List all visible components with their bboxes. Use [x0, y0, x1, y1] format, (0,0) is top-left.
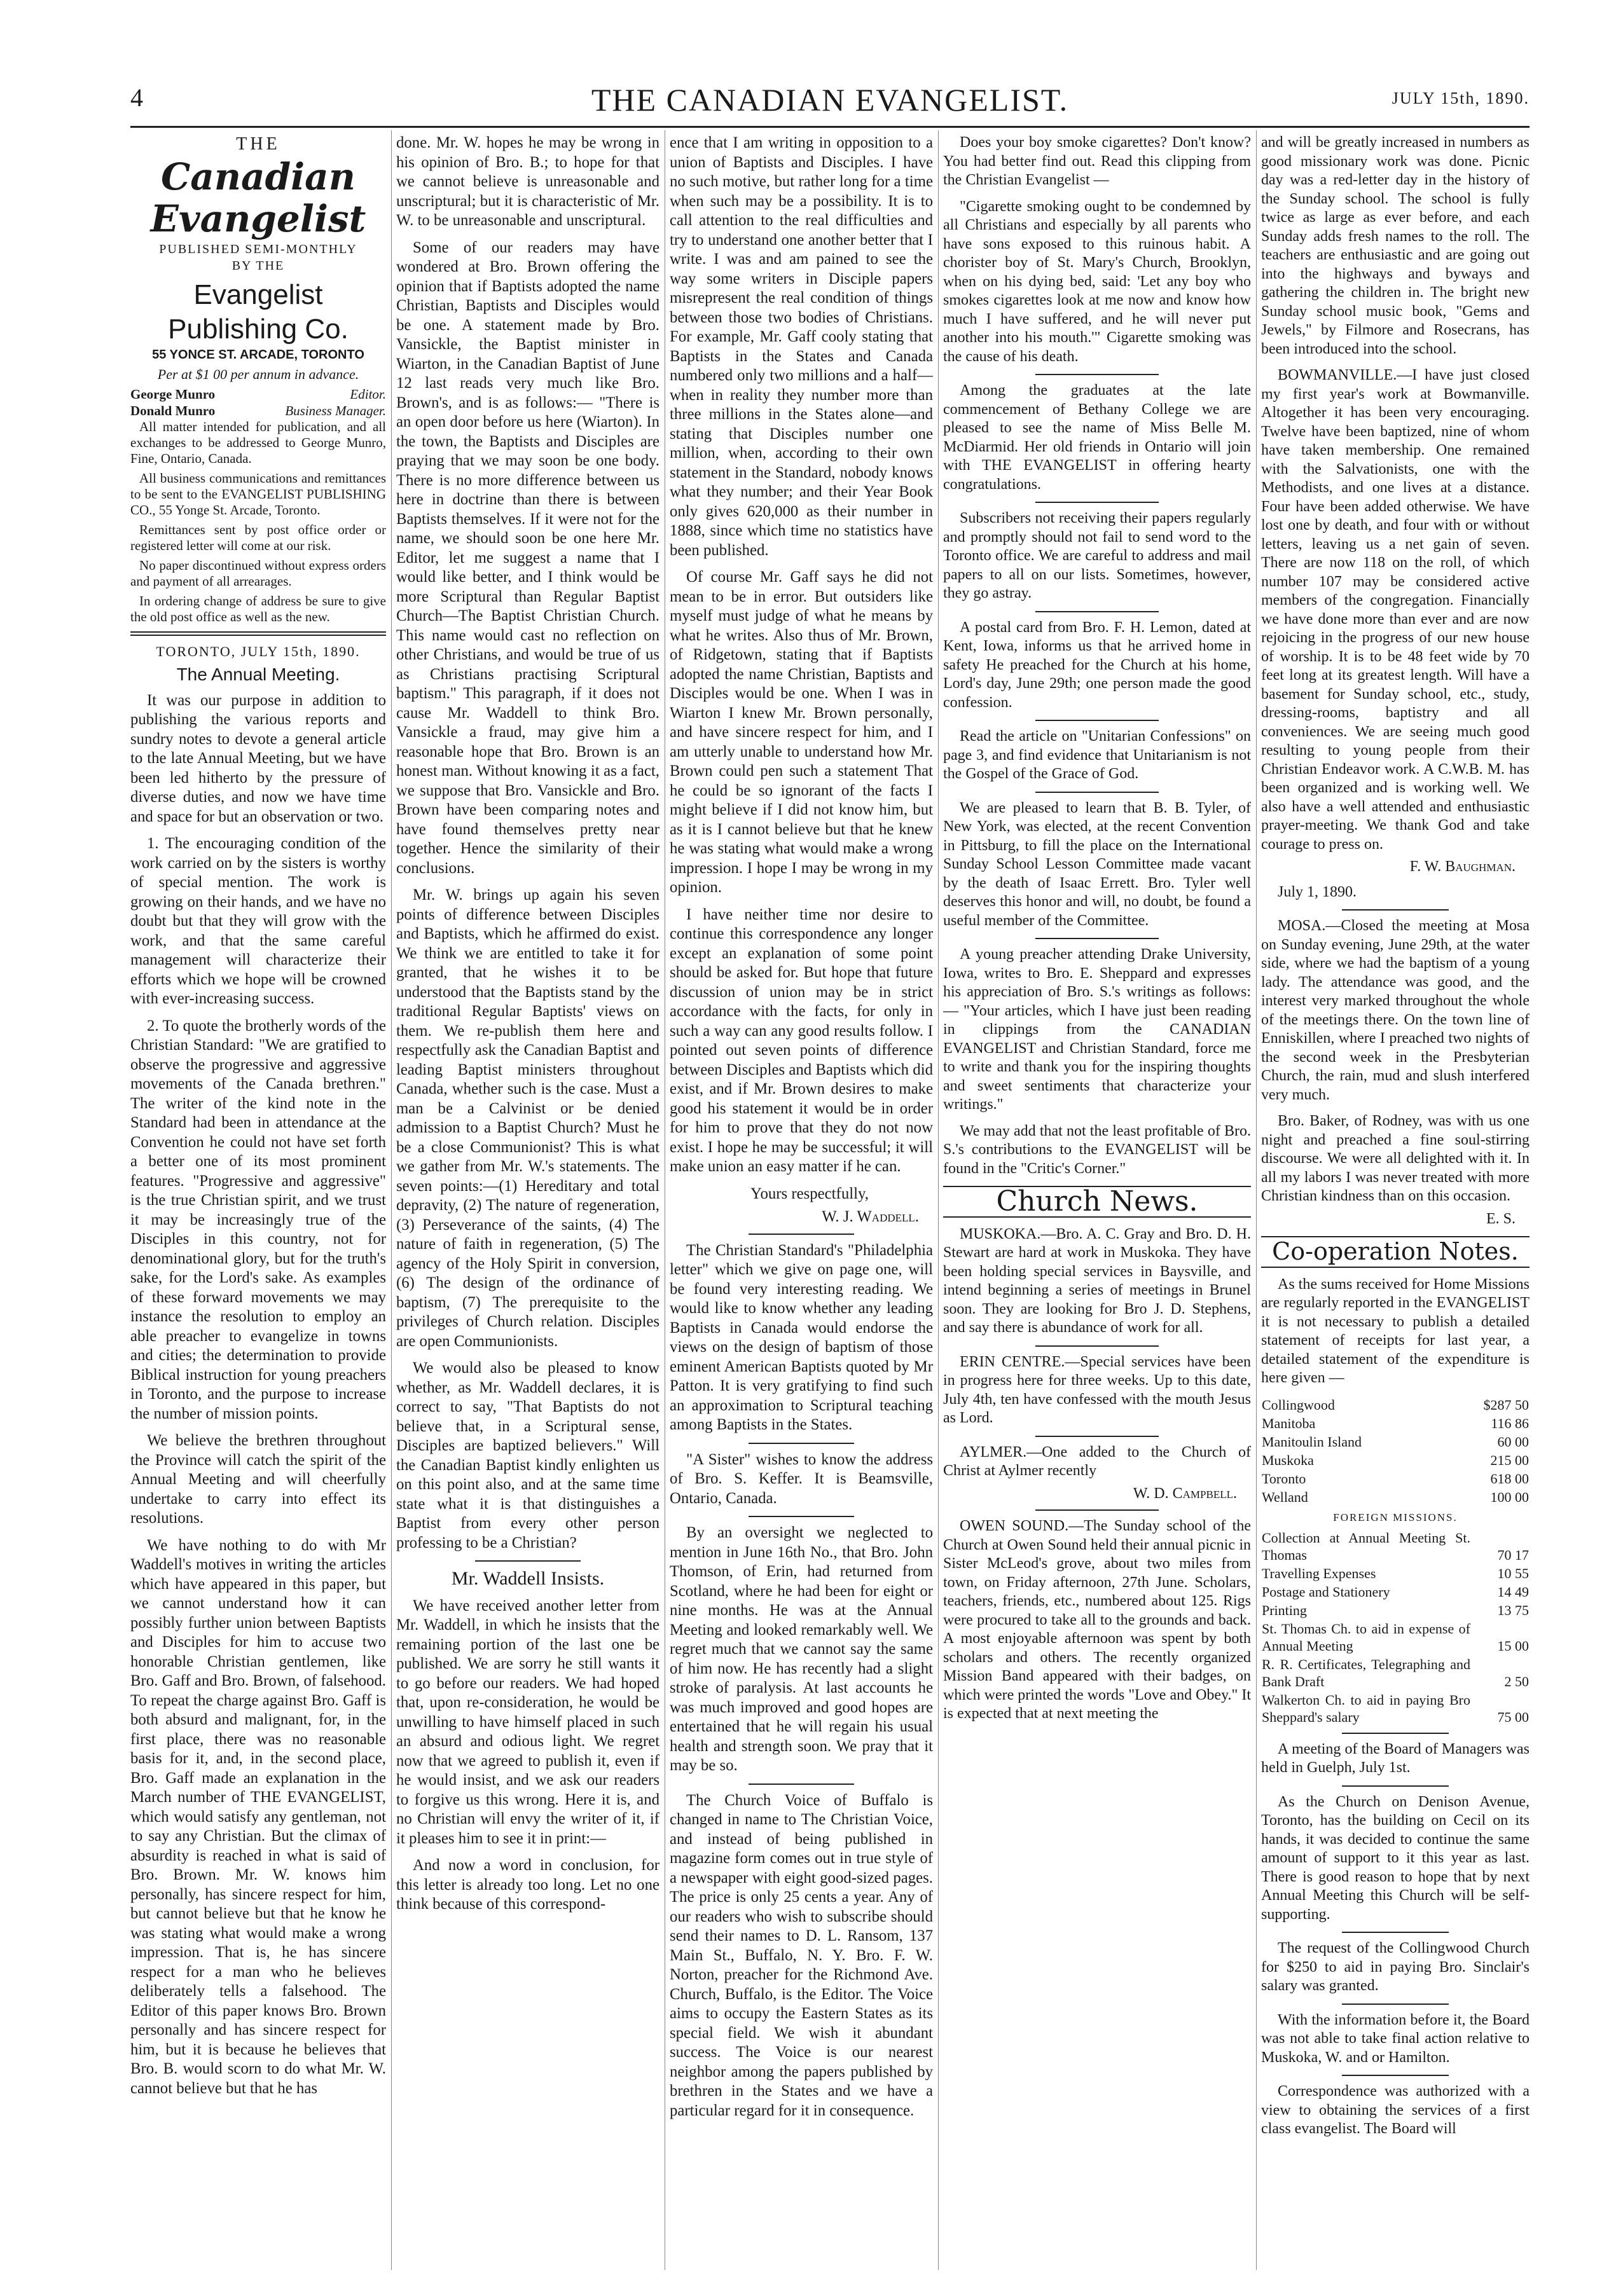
paragraph: A young preacher attending Drake University, Iowa, writes to Bro. E. Sheppard and expresses his appreciation of Bro. S.'s writings as follows:— "Your articles, which I have just been reading in clippings from the CANADIAN EVANGELIST and Christian Standard, force me to write and thank you for the inspiring thoughts and sweet sentiments that characterize your writings." — [943, 946, 1251, 1113]
signature: W. D. Campbell. — [1133, 1485, 1237, 1502]
table-row — [1261, 1469, 1530, 1488]
row-amount: 15 00 — [1497, 1637, 1529, 1654]
row-label: Manitoba — [1262, 1415, 1316, 1431]
row-amount: 75 00 — [1497, 1708, 1529, 1725]
signature: E. S. — [1486, 1210, 1516, 1227]
paragraph: Yours respectfully, — [750, 1185, 869, 1202]
dateline: TORONTO, JULY 15th, 1890. — [156, 643, 361, 659]
paragraph: 2. To quote the brotherly words of the Christian Standard: "We are gratified to observe the progressive and aggressive movements of the Canada brethren." The writer of the kind note in the Standard had been in attendance at the Convention he could not have set forth a better one of its most prominent features. "Progressive and aggressive" is the true Christian spirit, and we trust it may be increasingly true of the Disciples in this country, not for denominational glory, but for the truth's sake, for the Lord's sake. As examples of these forward movements we may instance the resolution to employ an able preacher to evangelize in towns and cities; the determination to provide Biblical instruction for young preachers in Toronto, and the purpose to increase the number of mission points. — [130, 1017, 386, 1422]
publisher-name: Evangelist Publishing Co. — [168, 278, 349, 345]
paragraph: ERIN CENTRE.—Special services have been in progress here for three weeks. Up to this date, July 4th, ten have confessed with the mouth Jesus as Lord. — [943, 1353, 1251, 1426]
foreign-missions-heading: FOREIGN MISSIONS. — [1333, 1511, 1458, 1523]
separator — [1342, 1733, 1449, 1734]
row-amount: 13 75 — [1497, 1602, 1529, 1618]
paragraph: "Cigarette smoking ought to be condemned by all Christians and especially by all parents who have sons exposed to this ruinous habit. A chorister boy of St. Mary's Church, Brooklyn, when on his dying bed, said: 'Let any boy who smokes cigarettes look at me now and know how much I have suffered, and he will never put another into his mouth.'" Cigarette smoking was the cause of his death. — [943, 198, 1251, 365]
paragraph: OWEN SOUND.—The Sunday school of the Church at Owen Sound held their annual picnic in Sister McLeod's grove, about two miles from town, on Friday afternoon, 27th June. Scholars, teachers, friends, etc., numbered about 125. Rigs were procured to take all to the grounds and back. A most enjoyable afternoon was spent by both scholars and others. The recently organized Mission Band appeared with their badges, on which were printed the words "Love and Obey." It is expected that at next meeting the — [943, 1518, 1251, 1722]
paragraph: The Christian Standard's "Philadelphia letter" which we give on page one, will be found very interesting reading. We would like to know whether any leading Baptists in Canada would endorse the views on the design of baptism of those eminent American Baptists quoted by Mr Patton. It is very gratifying to find such an approximation to Scriptural teaching among Baptists in the States. — [670, 1241, 933, 1433]
paragraph: Bro. Baker, of Rodney, was with us one night and preached a fine soul-stirring discourse. We were all delighted with it. In all my labors I was never treated with more Christian kindness than on this occasion. — [1261, 1113, 1530, 1204]
notice: All business communications and remittances to be sent to the EVANGELIST PUBLISHING CO., 55 Yonge St. Arcade, Toronto. — [130, 470, 386, 518]
issue-date: JULY 15th, 1890. — [1392, 89, 1530, 107]
paragraph: "A Sister" wishes to know the address of Bro. S. Keffer. It is Beamsville, Ontario, Canada. — [670, 1450, 933, 1507]
separator — [475, 1560, 581, 1562]
row-amount: 116 86 — [1491, 1415, 1529, 1431]
row-amount: 215 00 — [1490, 1452, 1529, 1468]
staff-name: Donald Munro — [130, 402, 216, 418]
table-row — [1261, 1564, 1530, 1583]
table-subheading — [1261, 1506, 1530, 1529]
signature: F. W. Baughman. — [1409, 858, 1516, 875]
row-label: Collection at Annual Meeting St. Thomas — [1262, 1529, 1470, 1563]
notice: In ordering change of address be sure to give the old post office as well as the new. — [130, 593, 386, 624]
section-banner: Church News. — [943, 1186, 1251, 1218]
separator — [749, 1516, 854, 1517]
notice: All matter intended for publication, and all exchanges to be addressed to George Munro, Fine, Ontario, Canada. — [130, 418, 386, 466]
separator — [1035, 611, 1159, 612]
paragraph: We have received another letter from Mr. Waddell, in which he insists that the remaining portion of the last one be published. We are sorry he still wants it to go before our readers. We had hoped that, upon re-consideration, he would be unwilling to have himself placed in such an absurd and odious light. We regret now that we agreed to publish it, even if he would insist, and we ask our readers to forgive us this wrong. Here it is, and no Christian will envy the writer of it, if it pleases him to see it in print:— — [396, 1597, 660, 1847]
row-label: Walkerton Ch. to aid in paying Bro Sheppard's salary — [1262, 1691, 1470, 1725]
paragraph: Correspondence was authorized with a view to obtaining the services of a first class evangelist. The Board will — [1261, 2083, 1530, 2137]
separator — [1035, 1436, 1159, 1437]
letter-date: July 1, 1890. — [1278, 883, 1357, 900]
separator — [749, 1443, 854, 1444]
paragraph: Read the article on "Unitarian Confessions" on page 3, and find evidence that Unitarianism is not the Gospel of the Grace of God. — [943, 728, 1251, 782]
masthead-by: BY THE — [231, 258, 285, 273]
paragraph: As the sums received for Home Missions are regularly reported in the EVANGELIST it is not necessary to publish a detailed statement of receipts for last year, a detailed statement of the expenditure is here given — — [1261, 1275, 1530, 1386]
table-row — [1261, 1619, 1530, 1655]
column-rule — [938, 130, 939, 2270]
staff-line — [130, 402, 386, 419]
paragraph: It was our purpose in addition to publishing the various reports and sundry notes to devote a general article to the late Annual Meeting, but we have been led hitherto by the pressure of diverse duties, and now we have time and space for but an observation or two. — [130, 691, 386, 825]
separator — [1035, 720, 1159, 721]
staff-role: Editor. — [350, 386, 386, 402]
paragraph: Mr. W. brings up again his seven points of difference between Disciples and Baptists, which he affirmed do exist. We think we are entitled to take it for granted, that he wishes it to be understood that the Baptists stand by the traditional Regular Baptists' views on them. We re-publish them here and respectfully ask the Canadian Baptist and leading Baptist ministers throughout Canada, whether such is the case. Must a man be a Calvinist or be denied admission to a Baptist Church? Must he be a close Communionist? This is what we gather from Mr. W.'s statements. The seven points:—(1) Hereditary and total depravity, (2) The nature of regeneration, (3) Perseverance of the saints, (4) The nature of faith in regeneration, (5) The agency of the Holy Spirit in conversion, (6) The design of the ordinance of baptism, (7) The prerequisite to the privileges of Church relation. Disciples are open Communionists. — [396, 886, 660, 1350]
row-amount: 70 17 — [1497, 1546, 1529, 1563]
table-row — [1261, 1583, 1530, 1601]
page-number: 4 — [130, 83, 143, 112]
row-label: R. R. Certificates, Telegraphing and Bank Draft — [1262, 1656, 1470, 1689]
page-header — [130, 81, 1530, 128]
publisher-address: 55 YONCE ST. ARCADE, TORONTO — [152, 347, 364, 362]
separator — [1035, 792, 1159, 793]
separator — [1035, 938, 1159, 939]
paragraph: We are pleased to learn that B. B. Tyler, of New York, was elected, at the recent Convention in Pittsburg, to fill the place on the International Sunday School Lesson Committee made vacant by the death of Isaac Errett. Bro. Tyler well deserves this honor and will, no doubt, be found a useful member of the Committee. — [943, 799, 1251, 929]
separator — [1035, 1509, 1159, 1511]
row-amount: 618 00 — [1490, 1470, 1529, 1487]
row-amount: 100 00 — [1490, 1488, 1529, 1505]
column-5 — [1261, 134, 1530, 2270]
paragraph: MUSKOKA.—Bro. A. C. Gray and Bro. D. H. Stewart are hard at work in Muskoka. They have been holding special services in Baysville, and intend beginning a series of meetings in Brunel soon. They are looking for Bro J. D. Stephens, and say there is abundance of work for all. — [943, 1225, 1251, 1336]
paragraph: 1. The encouraging condition of the work carried on by the sisters is worthy of special mention. The work is growing on their hands, and we have no doubt but that they will grow with the work, and that the same careful management will characterize their efforts which we hope will be crowned with ever-increasing success. — [130, 835, 386, 1007]
separator — [749, 1784, 854, 1785]
article-heading: Mr. Waddell Insists. — [451, 1568, 605, 1589]
paragraph: We may add that not the least profitable of Bro. S.'s contributions to the EVANGELIST will be found in the "Critic's Corner." — [943, 1122, 1251, 1177]
paragraph: We would also be pleased to know whether, as Mr. Waddell declares, it is correct to say, "That Baptists do not believe that, in a Scriptural sense, Disciples are baptized believers." Will the Canadian Baptist kindly enlighten us on this point also, and at the same time state what it is that distinguishes a Baptist from every other person professing to be a Christian? — [396, 1359, 660, 1551]
separator — [749, 1234, 854, 1235]
column-3 — [670, 134, 933, 2270]
separator — [1035, 374, 1159, 375]
signature: W. J. Waddell. — [822, 1208, 919, 1225]
column-rule — [391, 130, 392, 2270]
row-amount: $287 50 — [1483, 1396, 1529, 1413]
paragraph: A postal card from Bro. F. H. Lemon, dated at Kent, Iowa, informs us that he arrived home in safety He preached for the Church at his home, Lord's day, June 29th; one person made the good confession. — [943, 619, 1251, 711]
section-banner: Co-operation Notes. — [1261, 1236, 1530, 1268]
row-label: Postage and Stationery — [1262, 1583, 1390, 1600]
paragraph: MOSA.—Closed the meeting at Mosa on Sunday evening, June 29th, at the water side, where we had the baptism of a young lady. The attendance was good, and the interest very marked throughout the whole of the meetings there. On the town line of Enniskillen, where I preached two nights of the second week in the Presbyterian Church, the rain, mud and slush interfered very much. — [1261, 918, 1530, 1103]
paragraph: With the information before it, the Board was not able to take final action relative to Muskoka, W. and or Hamilton. — [1261, 2011, 1530, 2066]
staff-role: Business Manager. — [285, 402, 386, 418]
newspaper-title: THE CANADIAN EVANGELIST. — [591, 82, 1069, 118]
home-missions-table — [1261, 1396, 1530, 1726]
paragraph: By an oversight we neglected to mention in June 16th No., that Bro. John Thomson, of Erin, had returned from Scotland, where he had been for eight or nine months. He was at the Annual Meeting and looked remarkably well. We regret much that we cannot say the same of him now. He has recently had a slight stroke of paralysis. At last accounts he was much improved and good hopes are entertained that he will regain his usual health and strength soon. We pray that it may be so. — [670, 1524, 933, 1774]
separator — [1342, 2004, 1449, 2005]
paragraph: A meeting of the Board of Managers was held in Guelph, July 1st. — [1261, 1740, 1530, 1776]
table-row — [1261, 1451, 1530, 1469]
masthead-published: PUBLISHED SEMI-MONTHLY — [159, 242, 357, 256]
paragraph: BOWMANVILLE.—I have just closed my first year's work at Bowmanville. Altogether it has been very encouraging. Twelve have been baptized, nine of whom have taken membership. One remained with the Salvationists, one with the Methodists, and one lives at a distance. Four have been added otherwise. We have lost one by death, and four with or without letters, leaving us a net gain of seven. There are now 118 on the roll, of which number 107 may be considered active members of the congregation. Financially we have done more than ever and are now rejoicing in the progress of our new house of worship. It is to be 48 feet wide by 70 feet long at its greatest length. Will have a basement for Sunday school, etc., study, dressing-rooms, baptistry and all conveniences. We are seeing much good resulting to young people from their Christian Endeavor work. A C.W.B. M. has been organized and is working well. We also have a well attended and enthusiastic prayer-meeting. We thank God and take courage to press on. — [1261, 367, 1530, 853]
column-4 — [943, 134, 1251, 2270]
separator — [1035, 502, 1159, 503]
row-amount: 60 00 — [1497, 1433, 1529, 1450]
separator — [1342, 2075, 1449, 2076]
separator — [1342, 909, 1449, 911]
article-heading: The Annual Meeting. — [176, 664, 340, 684]
row-label: Welland — [1262, 1488, 1308, 1505]
paragraph: The Church Voice of Buffalo is changed in name to The Christian Voice, and instead of being published in magazine form comes out in true style of a newspaper with eight good-sized pages. The price is only 25 cents a year. Any of our readers who wish to subscribe should send their names to D. L. Ransom, 137 Main St., Buffalo, N. Y. Bro. F. W. Norton, preacher for the Richmond Ave. Church, Buffalo, is the Editor. The Voice aims to occupy the Eastern States as its special field. We wish it abundant success. The Voice is our nearest neighbor among the papers published by brethren in the States and we have a particular regard for it in consequence. — [670, 1791, 933, 2119]
table-row — [1261, 1601, 1530, 1619]
table-row — [1261, 1396, 1530, 1414]
paragraph: Some of our readers may have wondered at Bro. Brown offering the opinion that if Baptists adopted the name Christian, Baptists and Disciples would be one. A statement made by Bro. Vansickle, the Baptist minister in Wiarton, in the Canadian Baptist of June 12 last reads very much like Bro. Brown's, and is as follows:— "There is an open door before us here (Wiarton). In the town, the Baptists and Disciples are praying that we may soon be one body. There is no more difference between us here in doctrine than there is between Baptists themselves. If it were not for the name, we should soon be one here Mr. Editor, let me suggest a name that I would like better, and I think would be more Scriptural than Regular Baptist Church—The Baptist Christian Church. This name would cast no reflection on other Christians, and would be true of us as Christians practising Scriptural baptism." This paragraph, if it does not cause Mr. Waddell to think Bro. Vansickle a fraud, may give him a reasonable hope that Bro. Brown is an honest man. Without knowing it as a fact, we suppose that Bro. Vansickle and Bro. Brown have been comparing notes and have found themselves pretty near together. Hence the similarity of their conclusions. — [396, 238, 660, 877]
row-label: St. Thomas Ch. to aid in expense of Annual Meeting — [1262, 1620, 1470, 1654]
column-rule — [1256, 130, 1257, 2270]
paragraph: done. Mr. W. hopes he may be wrong in his opinion of Bro. B.; to hope for that we cannot believe is unreasonable and unscriptural; but it is characteristic of Mr. W. to be unreasonable and unscriptural. — [396, 134, 660, 229]
paragraph: Does your boy smoke cigarettes? Don't know? You had better find out. Read this clipping from the Christian Evangelist — — [943, 134, 1251, 188]
row-label: Printing — [1262, 1602, 1307, 1618]
paragraph: As the Church on Denison Avenue, Toronto, has the building on Cecil on its hands, it was decided to continue the same amount of support to it this year as last. There is good reason to hope that by next Annual Meeting this Church will be self-supporting. — [1261, 1793, 1530, 1923]
paragraph: and will be greatly increased in numbers as good missionary work was done. Picnic day was a red-letter day in the history of the Sunday school. The school is fully twice as large as ever before, and each Sunday adds fresh names to the roll. The teachers are enthusiastic and are going out into the highways and byways and gathering the children in. The bright new Sunday school music book, "Gems and Jewels," by Filmore and Rosecrans, has been introduced into the school. — [1261, 134, 1530, 357]
paragraph: We believe the brethren throughout the Province will catch the spirit of the Annual Meeting and will cheerfully undertake to carry into effect its resolutions. — [130, 1432, 386, 1527]
paragraph: Among the graduates at the late commencement of Bethany College we are pleased to see the name of Miss Belle M. McDiarmid. Her old friends in Ontario will join with THE EVANGELIST in offering hearty congratulations. — [943, 382, 1251, 493]
row-label: Toronto — [1262, 1470, 1306, 1487]
paragraph: And now a word in conclusion, for this letter is already too long. Let no one think because of this correspond- — [396, 1857, 660, 1913]
table-row — [1261, 1488, 1530, 1506]
paragraph: Of course Mr. Gaff says he did not mean to be in error. But outsiders like myself must judge of what he means by what he writes. Also thus of Mr. Brown, of Ridgetown, stating that if Baptists adopted the name Christian, Baptists and Disciples would be one. When I was in Wiarton I knew Mr. Brown personally, and have sincere respect for him, and I am utterly unable to understand how Mr. Brown could pen such a statement That he could be so ignorant of the facts I might believe if I did not know him, but as it is I cannot believe but that he knew he was stating what would make a wrong impression. I hope I may be wrong in my opinion. — [670, 568, 933, 896]
separator — [1342, 1785, 1449, 1787]
row-amount: 14 49 — [1497, 1583, 1529, 1600]
paragraph: The request of the Collingwood Church for $250 to aid in paying Bro. Sinclair's salary was granted. — [1261, 1940, 1530, 1994]
separator — [1342, 1932, 1449, 1933]
paragraph: We have nothing to do with Mr Waddell's motives in writing the articles which have appeared in this paper, but we cannot understand how it can possibly further union between Baptists and Disciples for him to accuse two honorable Christian gentlemen, like Bro. Gaff and Bro. Brown, of falsehood. To repeat the charge against Bro. Gaff is both absurd and malignant, for, in the first place, there was no reasonable basis for it, and, in the second place, Bro. Gaff made an explanation in the March number of THE EVANGELIST, which would satisfy any gentleman, not to say any Christian. But the climax of absurdity is reached in what is said of Bro. Brown. Mr. W. knows him personally, has sincere respect for him, but cannot believe but that he know he was stating what would make a wrong impression. That is, he has sincere respect for a man who he believes deliberately tells a falsehood. The Editor of this paper knows Bro. Brown personally and has sincere respect for him, but it is because he believes that Bro. B. would scorn to do what Mr. W. cannot believe but that he has — [130, 1536, 386, 2097]
row-label: Travelling Expenses — [1262, 1565, 1376, 1581]
table-row — [1261, 1691, 1530, 1726]
paragraph: I have neither time nor desire to continue this correspondence any longer except an explanation of some point should be asked for. But hope that future discussion of union may be in strict accordance with the facts, for only in such a way can any good results follow. I pointed out seven points of difference between Disciples and Baptists which did exist, and if Mr. Brown desires to make good his statement it would be in order for him to prove that they do not now exist. I hope he may be successful; it will make union an easy matter if he can. — [670, 905, 933, 1175]
column-2 — [396, 134, 660, 2270]
notice: Remittances sent by post office order or registered letter will come at our risk. — [130, 521, 386, 553]
table-row — [1261, 1655, 1530, 1691]
masthead-logo: Canadian Evangelist — [150, 155, 366, 240]
column-1 — [130, 134, 386, 2270]
table-row — [1261, 1433, 1530, 1451]
table-row — [1261, 1414, 1530, 1433]
row-label: Collingwood — [1262, 1396, 1335, 1413]
paragraph: AYLMER.—One added to the Church of Christ at Aylmer recently — [943, 1443, 1251, 1479]
staff-name: George Munro — [130, 386, 216, 402]
double-rule — [130, 631, 386, 636]
row-label: Muskoka — [1262, 1452, 1314, 1468]
table-row — [1261, 1529, 1530, 1564]
row-amount: 10 55 — [1497, 1565, 1529, 1581]
row-amount: 2 50 — [1504, 1673, 1529, 1689]
row-label: Manitoulin Island — [1262, 1433, 1362, 1450]
subscription-price: Per at $1 00 per annum in advance. — [157, 366, 359, 382]
masthead-the: THE — [236, 134, 280, 154]
paragraph: Subscribers not receiving their papers regularly and promptly should not fail to send word to the Toronto office. We are careful to address and mail papers to all on our lists. Sometimes, however, they go astray. — [943, 510, 1251, 601]
masthead — [130, 135, 386, 383]
paragraph: ence that I am writing in opposition to a union of Baptists and Disciples. I have no such motive, but rather long for a time when such may be a possibility. It is to call attention to the real difficulties and try to understand one another better that I write. I was and am pained to see the way some writers in Disciple papers misrepresent the real condition of things between those two bodies of Christians. For example, Mr. Gaff cooly stating that Baptists in the States and Canada numbered only two millions and a half—when in reality they number more than three millions in the States alone—and stating that Disciples number one million, when, according to their own statement in the Standard, nobody knows what they number; and their Year Book only gives 620,000 as their number in 1888, since which time no statistics have been published. — [670, 134, 933, 559]
staff-line — [130, 386, 386, 402]
notice: No paper discontinued without express orders and payment of all arrearages. — [130, 557, 386, 589]
separator — [1035, 1345, 1159, 1347]
